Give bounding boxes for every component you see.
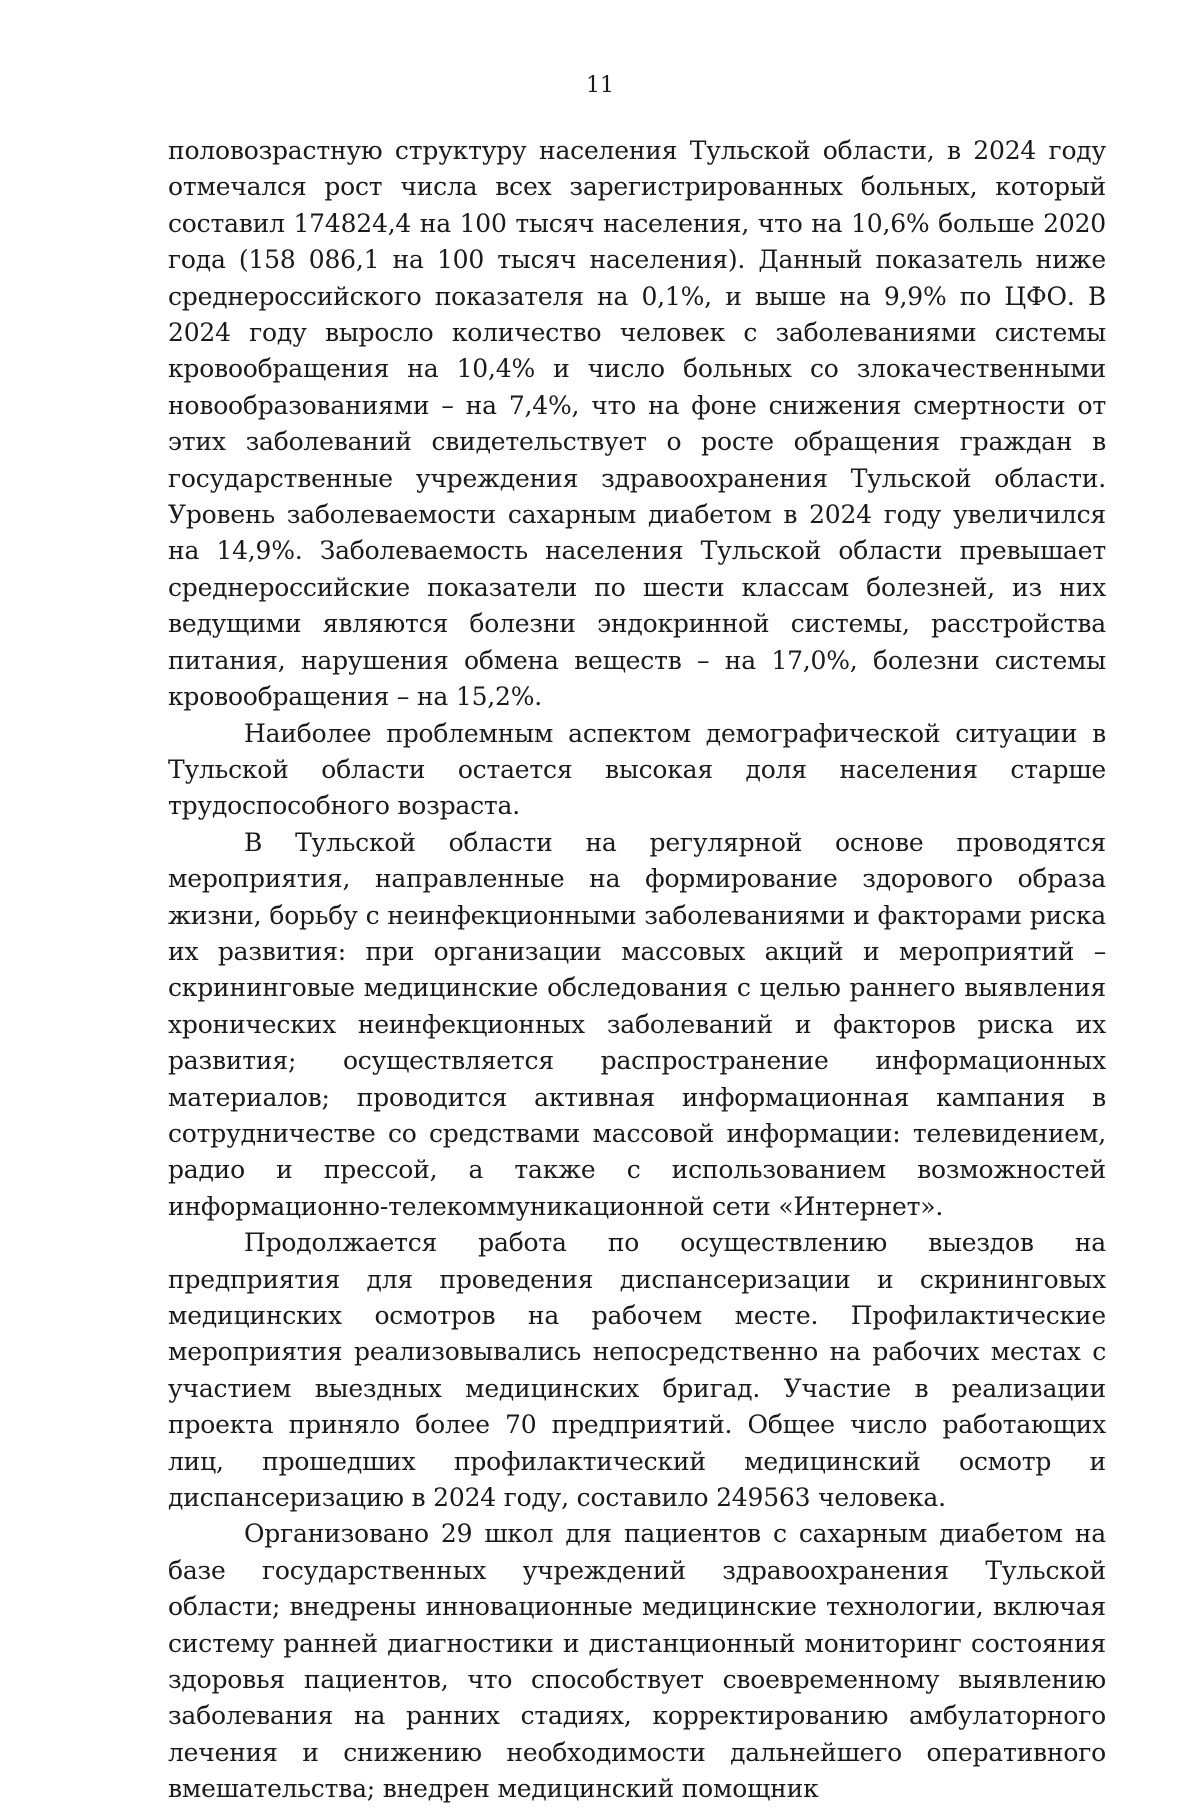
paragraph-continuation: половозрастную структуру населения Тульской области, в 2024 году отмечался рост числа всех зарегистрированных больных, который составил 174824,4 на 100 тысяч населения, что на 10,6% больше 2020 года (158 086,1 на 100 тысяч населения). Данный показатель ниже среднероссийского показателя на 0,1%, и выше на 9,9% по ЦФО. В 2024 году выросло количество человек с заболеваниями системы кровообращения на 10,4% и число больных со злокачественными новообразованиями – на 7,4%, что на фоне снижения смертности от этих заболеваний свидетельствует о росте обращения граждан в государственные учреждения здравоохранения Тульской области. Уровень заболеваемости сахарным диабетом в 2024 году увеличился на 14,9%. Заболеваемость населения Тульской области превышает среднероссийские показатели по шести классам болезней, из них ведущими являются болезни эндокринной системы, расстройства питания, нарушения обмена веществ – на 17,0%, болезни системы кровообращения – на 15,2%. [168,136,1106,712]
document-body [168,133,1106,1808]
page-number: 11 [586,73,614,98]
paragraph-demographic-problem: Наиболее проблемным аспектом демографической ситуации в Тульской области остается высокая доля населения старше трудоспособного возраста. [168,718,1106,821]
paragraph-diabetes-schools: Организовано 29 школ для пациентов с сахарным диабетом на базе государственных учреждений здравоохранения Тульской области; внедрены инновационные медицинские технологии, включая систему ранней диагностики и дистанционный мониторинг состояния здоровья пациентов, что способствует своевременному выявлению заболевания на ранних стадиях, корректированию амбулаторного лечения и снижению необходимости дальнейшего оперативного вмешательства; внедрен медицинский помощник [168,1519,1106,1804]
paragraph-healthy-lifestyle: В Тульской области на регулярной основе проводятся мероприятия, направленные на формирование здорового образа жизни, борьбу с неинфекционными заболеваниями и факторами риска их развития: при организации массовых акций и мероприятий – скрининговые медицинские обследования с целью раннего выявления хронических неинфекционных заболеваний и факторов риска их развития; осуществляется распространение информационных материалов; проводится активная информационная кампания в сотрудничестве со средствами массовой информации: телевидением, радио и прессой, а также с использованием возможностей информационно-телекоммуникационной сети «Интернет». [168,827,1106,1221]
paragraph-workplace-screening: Продолжается работа по осуществлению выездов на предприятия для проведения диспансеризации и скрининговых медицинских осмотров на рабочем месте. Профилактические мероприятия реализовывались непосредственно на рабочих местах с участием выездных медицинских бригад. Участие в реализации проекта приняло более 70 предприятий. Общее число работающих лиц, прошедших профилактический медицинский осмотр и диспансеризацию в 2024 году, составило 249563 человека. [168,1228,1106,1513]
